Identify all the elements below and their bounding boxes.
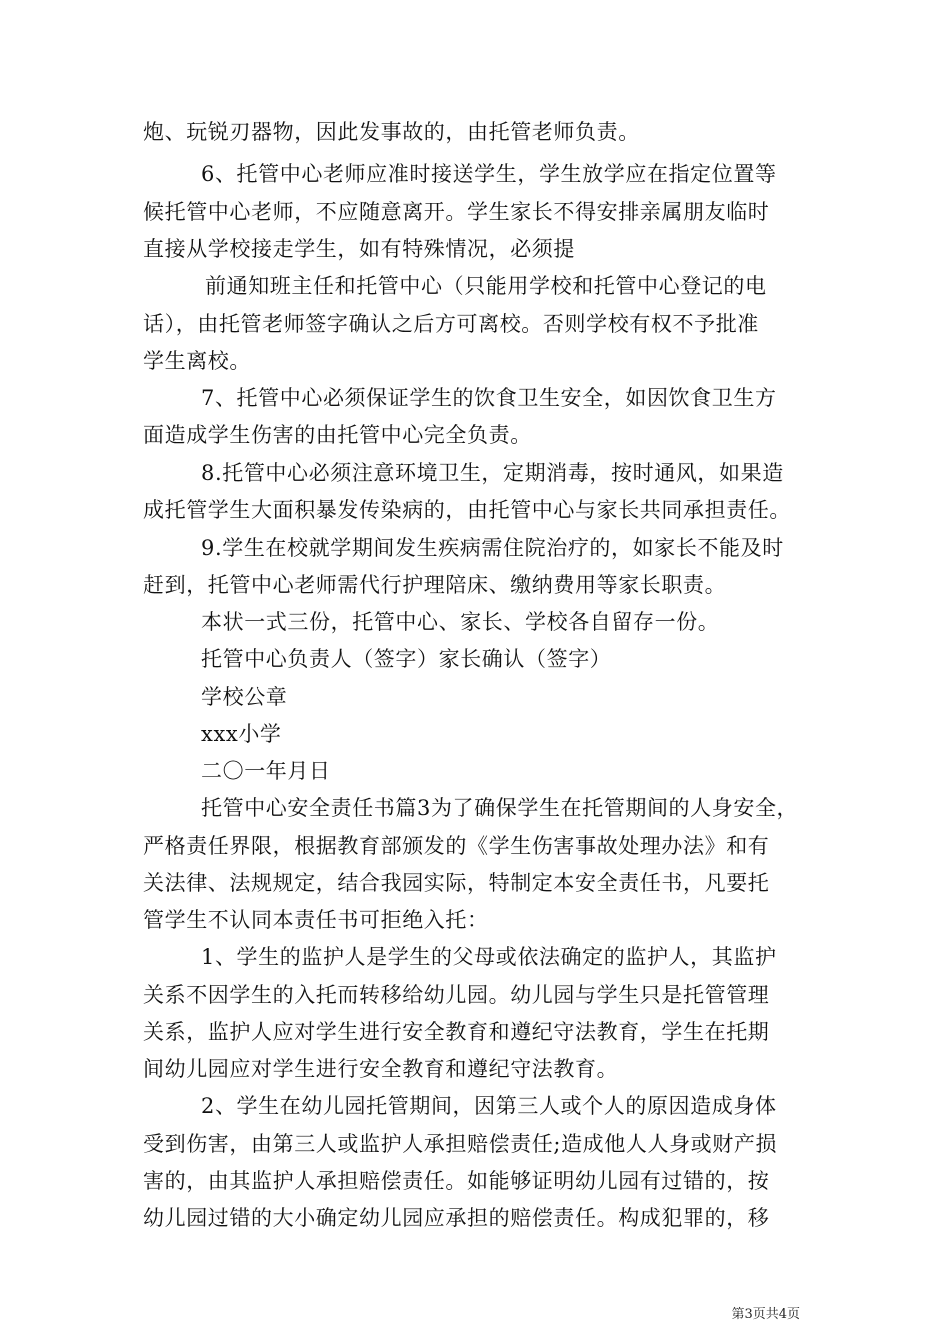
text-line: 前通知班主任和托管中心（只能用学校和托管中心登记的电 bbox=[205, 274, 767, 298]
page-footer bbox=[0, 1306, 950, 1324]
text-line: 炮、玩锐刃器物，因此发事故的，由托管老师负责。 bbox=[143, 120, 640, 144]
text-line: 8.托管中心必须注意环境卫生，定期消毒，按时通风，如果造 bbox=[201, 461, 784, 485]
text-line: 1、学生的监护人是学生的父母或依法确定的监护人，其监护 bbox=[201, 945, 777, 969]
text-line: 害的，由其监护人承担赔偿责任。如能够证明幼儿园有过错的，按 bbox=[143, 1169, 770, 1193]
text-line: 直接从学校接走学生，如有特殊情况，必须提 bbox=[143, 237, 575, 261]
text-line: 严格责任界限，根据教育部颁发的《学生伤害事故处理办法》和有 bbox=[143, 834, 770, 858]
signature-line: 托管中心负责人（签字）家长确认（签字） bbox=[201, 647, 612, 671]
text-line: 7、托管中心必须保证学生的饮食卫生安全，如因饮食卫生方 bbox=[201, 386, 777, 410]
text-line: 关系，监护人应对学生进行安全教育和遵纪守法教育，学生在托期 bbox=[143, 1020, 770, 1044]
date-line: 二〇一年月日 bbox=[201, 759, 331, 783]
text-line: 关系不因学生的入托而转移给幼儿园。幼儿园与学生只是托管管理 bbox=[143, 983, 770, 1007]
text-line: 管学生不认同本责任书可拒绝入托： bbox=[143, 908, 489, 932]
text-line: 候托管中心老师，不应随意离开。学生家长不得安排亲属朋友临时 bbox=[143, 200, 770, 224]
text-line: 学生离校。 bbox=[143, 349, 251, 373]
school-name: xxx小学 bbox=[201, 722, 282, 746]
school-seal-label: 学校公章 bbox=[201, 685, 288, 709]
text-line: 受到伤害，由第三人或监护人承担赔偿责任;造成他人人身或财产损 bbox=[143, 1132, 778, 1156]
page-number: 第3页共4页 bbox=[731, 1307, 800, 1322]
text-line: 幼儿园过错的大小确定幼儿园应承担的赔偿责任。构成犯罪的，移 bbox=[143, 1206, 770, 1230]
text-line: 间幼儿园应对学生进行安全教育和遵纪守法教育。 bbox=[143, 1057, 619, 1081]
text-line: 本状一式三份，托管中心、家长、学校各自留存一份。 bbox=[201, 610, 720, 634]
text-line: 9.学生在校就学期间发生疾病需住院治疗的，如家长不能及时 bbox=[201, 536, 784, 560]
text-line: 成托管学生大面积暴发传染病的，由托管中心与家长共同承担责任。 bbox=[143, 498, 791, 522]
text-line: 6、托管中心老师应准时接送学生，学生放学应在指定位置等 bbox=[201, 162, 777, 186]
text-line: 关法律、法规规定，结合我园实际，特制定本安全责任书，凡要托 bbox=[143, 871, 770, 895]
text-line: 托管中心安全责任书篇3为了确保学生在托管期间的人身安全， bbox=[201, 796, 799, 820]
text-line: 面造成学生伤害的由托管中心完全负责。 bbox=[143, 423, 532, 447]
text-line: 话），由托管老师签字确认之后方可离校。否则学校有权不予批准 bbox=[143, 312, 759, 336]
text-line: 2、学生在幼儿园托管期间，因第三人或个人的原因造成身体 bbox=[201, 1094, 777, 1118]
text-line: 赶到，托管中心老师需代行护理陪床、缴纳费用等家长职责。 bbox=[143, 573, 727, 597]
